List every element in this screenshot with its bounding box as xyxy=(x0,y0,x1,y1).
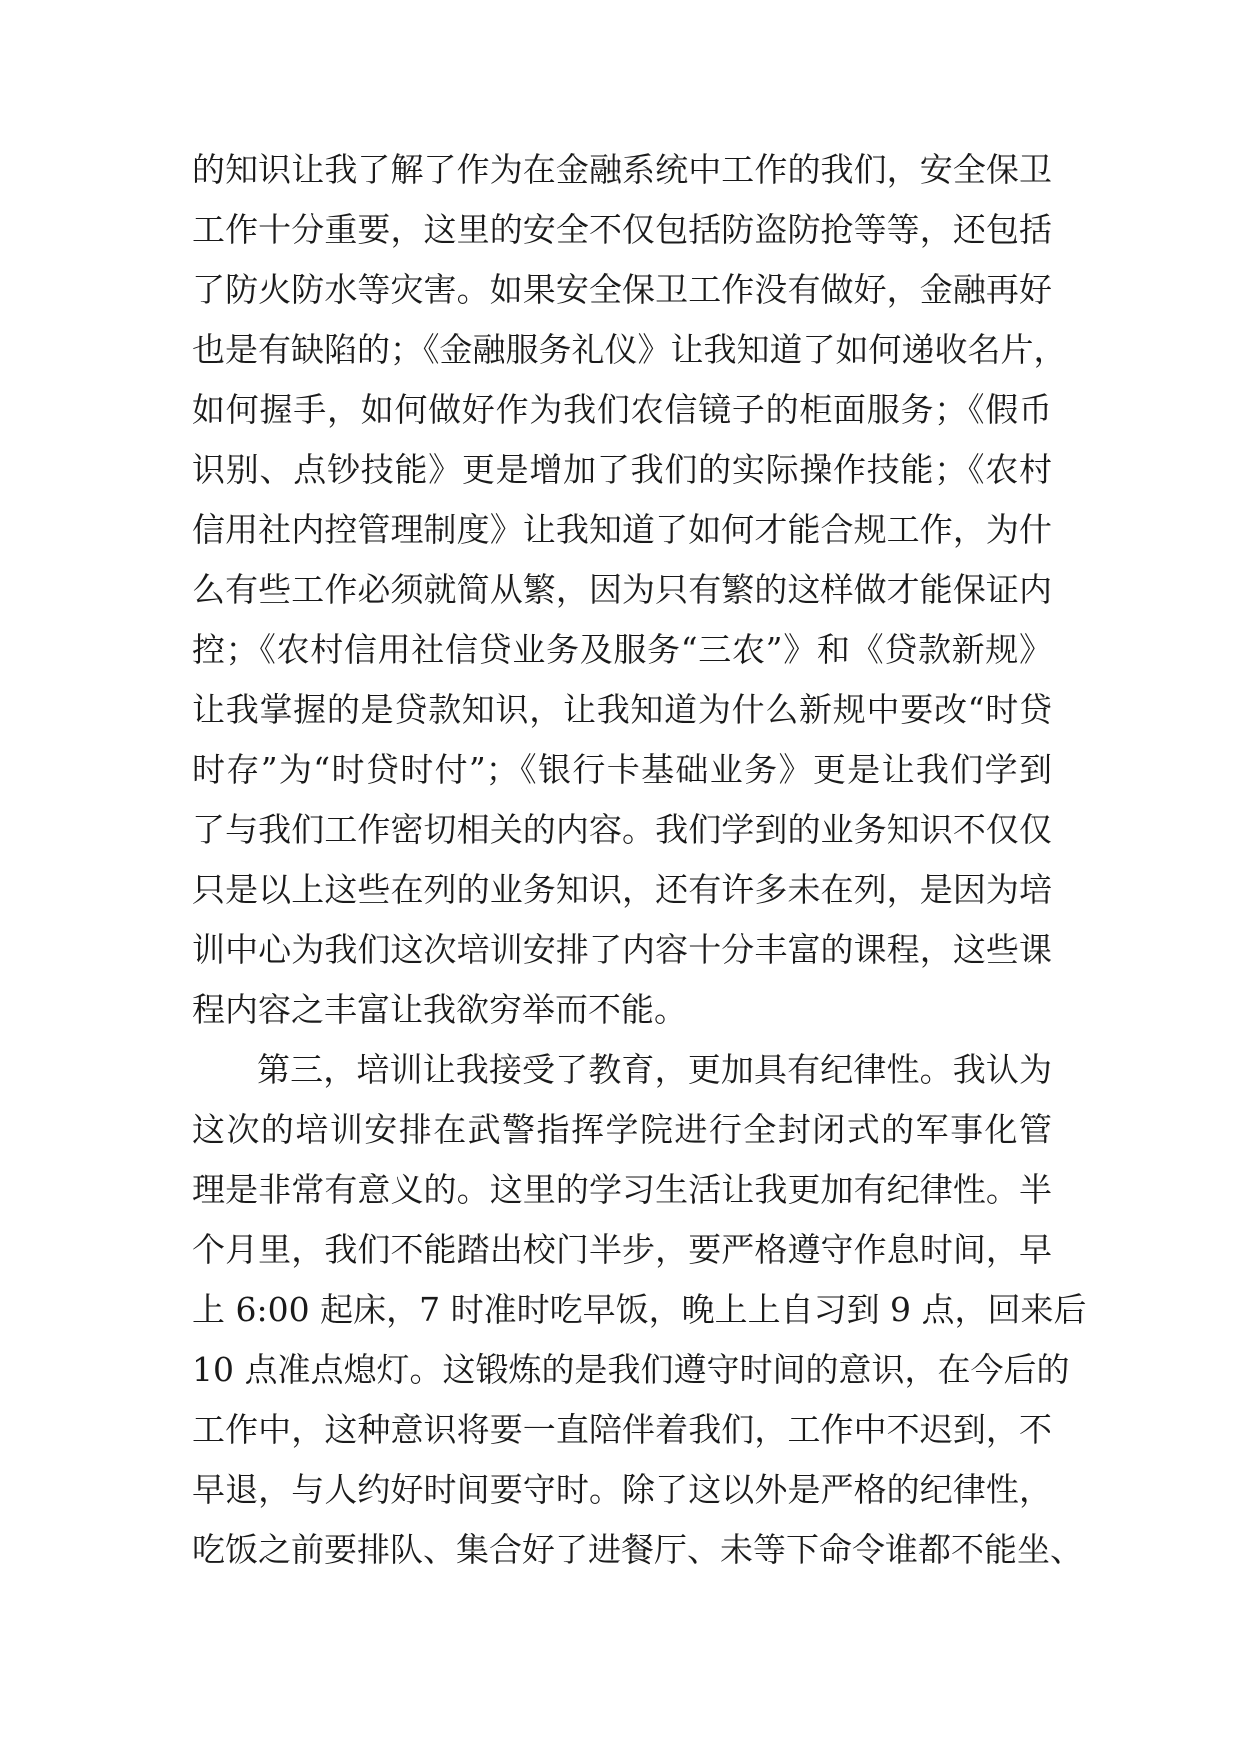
text-line: 工作中，这种意识将要一直陪伴着我们，工作中不迟到，不 xyxy=(192,1410,1052,1449)
text-line: 这次的培训安排在武警指挥学院进行全封闭式的军事化管 xyxy=(192,1110,1052,1149)
text-line: 了与我们工作密切相关的内容。我们学到的业务知识不仅仅 xyxy=(192,810,1052,849)
text-line: 了防火防水等灾害。如果安全保卫工作没有做好，金融再好 xyxy=(192,270,1052,309)
text-line: 的知识让我了解了作为在金融系统中工作的我们，安全保卫 xyxy=(192,150,1052,189)
text-line: 个月里，我们不能踏出校门半步，要严格遵守作息时间，早 xyxy=(192,1230,1052,1269)
text-line: 信用社内控管理制度》让我知道了如何才能合规工作，为什 xyxy=(192,510,1052,549)
text-line: 理是非常有意义的。这里的学习生活让我更加有纪律性。半 xyxy=(192,1170,1052,1209)
text-line: 也是有缺陷的；《金融服务礼仪》让我知道了如何递收名片， xyxy=(192,330,1067,369)
text-line: 上 6:00 起床，7 时准时吃早饭，晚上上自习到 9 点，回来后 xyxy=(192,1290,1087,1329)
paragraph-first-line: 第三，培训让我接受了教育，更加具有纪律性。我认为 xyxy=(257,1050,1052,1089)
text-line: 训中心为我们这次培训安排了内容十分丰富的课程，这些课 xyxy=(192,930,1052,969)
text-line: 让我掌握的是贷款知识，让我知道为什么新规中要改“时贷 xyxy=(192,690,1052,729)
text-line: 程内容之丰富让我欲穷举而不能。 xyxy=(192,990,687,1029)
text-line: 只是以上这些在列的业务知识，还有许多未在列，是因为培 xyxy=(192,870,1052,909)
text-line: 时存”为“时贷时付”；《银行卡基础业务》更是让我们学到 xyxy=(192,750,1052,789)
text-line: 早退，与人约好时间要守时。除了这以外是严格的纪律性， xyxy=(192,1470,1052,1509)
text-line: 工作十分重要，这里的安全不仅包括防盗防抢等等，还包括 xyxy=(192,210,1052,249)
text-line: 10 点准点熄灯。这锻炼的是我们遵守时间的意识，在今后的 xyxy=(192,1350,1070,1389)
text-line: 如何握手，如何做好作为我们农信镜子的柜面服务；《假币 xyxy=(192,390,1052,429)
text-line: 控；《农村信用社信贷业务及服务“三农”》和《贷款新规》 xyxy=(192,630,1052,669)
text-line: 识别、点钞技能》更是增加了我们的实际操作技能；《农村 xyxy=(192,450,1052,489)
text-line: 么有些工作必须就简从繁，因为只有繁的这样做才能保证内 xyxy=(192,570,1052,609)
text-line: 吃饭之前要排队、集合好了进餐厅、未等下命令谁都不能坐、 xyxy=(192,1530,1083,1569)
